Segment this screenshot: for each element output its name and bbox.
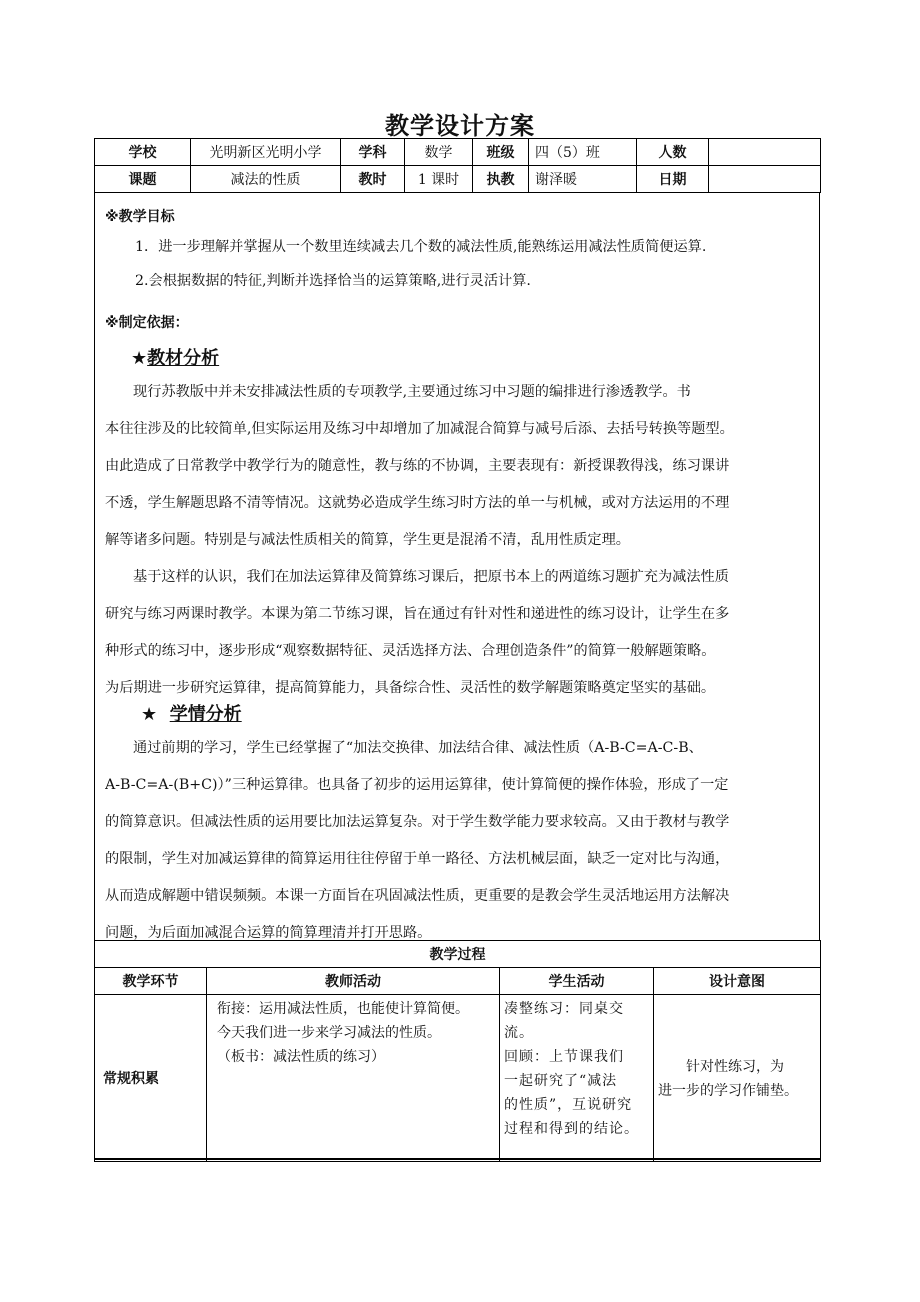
textbook-line: 基于这样的认识，我们在加法运算律及简算练习课后，把原书本上的两道练习题扩充为减法性质 bbox=[133, 569, 729, 585]
student-line: 的性质”，互说研究 bbox=[504, 1097, 633, 1113]
intent-line: 针对性练习，为 bbox=[686, 1059, 784, 1075]
process-header-row bbox=[95, 968, 821, 995]
textbook-line: 由此造成了日常教学中教学行为的随意性，教与练的不协调，主要表现有：新授课教得浅，练习课讲 bbox=[105, 458, 730, 474]
basis-heading: ※制定依据： bbox=[105, 315, 189, 331]
intent-line: 进一步的学习作铺垫。 bbox=[658, 1083, 798, 1099]
count-value bbox=[709, 139, 821, 166]
design-intent-cell bbox=[654, 995, 821, 1162]
date-value bbox=[709, 166, 821, 193]
info-row-1 bbox=[95, 139, 821, 166]
info-table bbox=[94, 138, 821, 193]
textbook-line: 种形式的练习中，逐步形成“观察数据特征、灵活选择方法、合理创造条件”的简算一般解题策略。 bbox=[105, 643, 716, 659]
student-line: 凑整练习：同桌交 bbox=[504, 1001, 624, 1017]
textbook-heading-text: 教材分析 bbox=[147, 348, 220, 369]
student-line: 流。 bbox=[504, 1025, 534, 1041]
students-line: 的限制，学生对加减运算律的简算运用往往停留于单一路径、方法机械层面，缺乏一定对比与沟通， bbox=[105, 851, 730, 867]
content-box bbox=[94, 192, 820, 940]
textbook-line: 本往往涉及的比较简单,但实际运用及练习中却增加了加减混合简算与减号后添、去括号转换等题型。 bbox=[105, 421, 734, 437]
info-row-2 bbox=[95, 166, 821, 193]
teacher-value: 谢泽暖 bbox=[529, 166, 637, 193]
school-value: 光明新区光明小学 bbox=[191, 139, 341, 166]
students-line: 通过前期的学习，学生已经掌握了“加法交换律、加法结合律、减法性质（A-B-C=A-C-B、 bbox=[133, 740, 703, 756]
goals-heading: ※教学目标 bbox=[105, 209, 175, 225]
subject-value: 数学 bbox=[405, 139, 473, 166]
goal-item-2: 2.会根据数据的特征,判断并选择恰当的运算策略,进行灵活计算. bbox=[135, 273, 531, 289]
students-line: A-B-C=A-(B+C)）”三种运算律。也具备了初步的运用运算律，使计算简便的操作体验，形成了一定 bbox=[105, 777, 729, 793]
student-line: 一起研究了“减法 bbox=[504, 1073, 618, 1089]
class-value: 四（5）班 bbox=[529, 139, 637, 166]
students-heading-text: 学情分析 bbox=[169, 704, 242, 725]
teacher-line: 衔接：运用减法性质，也能使计算简便。 bbox=[217, 1001, 469, 1017]
students-line: 问题，为后面加减混合运算的简算理清并打开思路。 bbox=[105, 925, 432, 941]
student-line: 过程和得到的结论。 bbox=[504, 1121, 639, 1137]
process-table bbox=[94, 940, 821, 1162]
textbook-line: 为后期进一步研究运算律，提高简算能力，具备综合性、灵活性的数学解题策略奠定坚实的基础。 bbox=[105, 680, 716, 696]
hours-label: 教时 bbox=[341, 166, 405, 193]
subject-label: 学科 bbox=[341, 139, 405, 166]
students-heading bbox=[141, 700, 242, 726]
textbook-line: 不透，学生解题思路不清等情况。这就势必造成学生练习时方法的单一与机械，或对方法运用的不理 bbox=[105, 495, 730, 511]
textbook-line: 现行苏教版中并未安排减法性质的专项教学,主要通过练习中习题的编排进行渗透教学。书 bbox=[133, 384, 691, 400]
table-row bbox=[95, 995, 821, 1162]
teacher-line: 今天我们进一步来学习减法的性质。 bbox=[217, 1025, 441, 1041]
topic-value: 减法的性质 bbox=[191, 166, 341, 193]
count-label: 人数 bbox=[637, 139, 709, 166]
textbook-line: 解等诸多问题。特别是与减法性质相关的简算，学生更是混淆不清，乱用性质定理。 bbox=[105, 532, 630, 548]
column-header-student: 学生活动 bbox=[500, 968, 654, 995]
textbook-line: 研究与练习两课时教学。本课为第二节练习课，旨在通过有针对性和递进性的练习设计，让学生在多 bbox=[105, 606, 730, 622]
page-title: 教学设计方案 bbox=[385, 111, 535, 140]
goals-list bbox=[135, 230, 815, 298]
hours-value: 1 课时 bbox=[405, 166, 473, 193]
column-header-teacher: 教师活动 bbox=[207, 968, 500, 995]
students-line: 的简算意识。但减法性质的运用要比加法运算复杂。对于学生数学能力要求较高。又由于教材与教学 bbox=[105, 814, 730, 830]
class-label: 班级 bbox=[473, 139, 529, 166]
column-header-intent: 设计意图 bbox=[654, 968, 821, 995]
date-label: 日期 bbox=[637, 166, 709, 193]
table-bottom-rule bbox=[94, 1158, 820, 1160]
student-line: 回顾：上节课我们 bbox=[504, 1049, 624, 1065]
star-icon: ★ bbox=[141, 704, 158, 725]
stage-cell: 常规积累 bbox=[95, 995, 207, 1162]
school-label: 学校 bbox=[95, 139, 191, 166]
process-heading: 教学过程 bbox=[95, 941, 821, 968]
textbook-paragraph bbox=[105, 374, 815, 707]
process-title-row bbox=[95, 941, 821, 968]
star-icon: ★ bbox=[131, 348, 148, 369]
students-paragraph bbox=[105, 730, 815, 952]
column-header-stage: 教学环节 bbox=[95, 968, 207, 995]
teacher-label: 执教 bbox=[473, 166, 529, 193]
teacher-activity-cell bbox=[207, 995, 500, 1162]
students-line: 从而造成解题中错误频频。本课一方面旨在巩固减法性质，更重要的是教会学生灵活地运用方法解决 bbox=[105, 888, 730, 904]
goal-item-1: 1．进一步理解并掌握从一个数里连续减去几个数的减法性质,能熟练运用减法性质简便运算. bbox=[135, 239, 707, 255]
teacher-line: （板书：减法性质的练习） bbox=[217, 1049, 385, 1065]
topic-label: 课题 bbox=[95, 166, 191, 193]
textbook-heading bbox=[131, 344, 219, 370]
student-activity-cell bbox=[500, 995, 654, 1162]
